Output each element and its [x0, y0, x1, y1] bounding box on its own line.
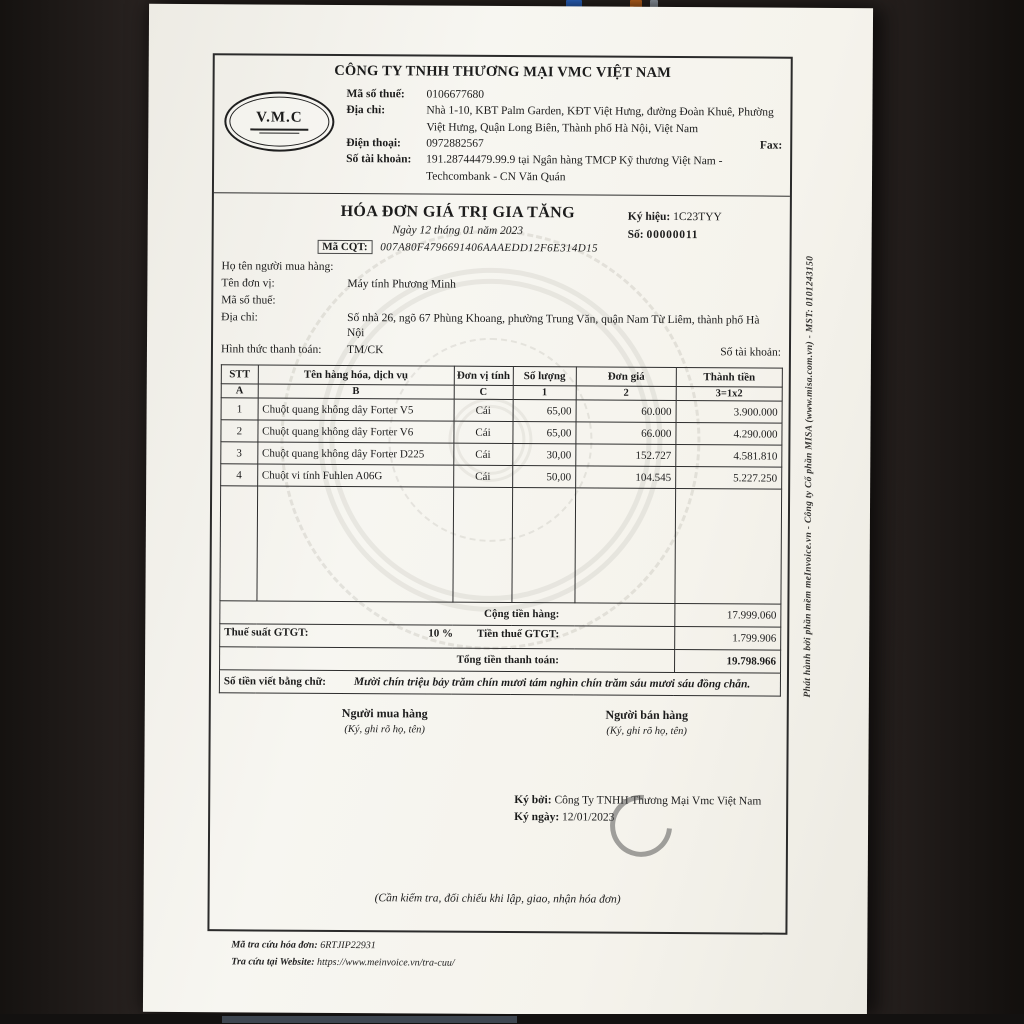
seller-account-row [346, 151, 782, 186]
item-qty: 65,00 [513, 400, 576, 422]
amount-words-label: Số tiền viết bằng chữ: [223, 675, 326, 689]
item-unit: Cái [454, 399, 513, 421]
item-price: 104.545 [576, 466, 676, 489]
item-qty: 30,00 [512, 444, 575, 466]
buyer-signature-title: Người mua hàng [341, 706, 428, 721]
grand-total-value: 19.798.966 [674, 650, 780, 674]
col-code-b: B [258, 384, 454, 399]
col-code-3: 3=1x2 [676, 387, 782, 402]
vmc-logo-icon [224, 91, 334, 152]
item-price: 152.727 [576, 444, 676, 467]
buyer-unit-label: Tên đơn vị: [221, 277, 275, 290]
signature-titles [211, 693, 787, 738]
digital-signature-stamp [514, 792, 766, 827]
item-name: Chuột quang không dây Forter V6 [258, 420, 454, 443]
lookup-code-value: 6RTJIP22931 [320, 939, 376, 952]
invoice-title: HÓA ĐƠN GIÁ TRỊ GIA TĂNG [340, 202, 576, 222]
signed-date-label: Ký ngày: [514, 810, 560, 824]
vmc-logo-text: V.M.C [256, 109, 303, 126]
vat-rate-value: 10 % [428, 627, 454, 640]
vat-labels-cell [220, 624, 675, 650]
seller-address-row [346, 102, 782, 137]
subtotal-value: 17.999.060 [675, 604, 781, 628]
number-value: 00000011 [646, 229, 699, 242]
macqt-row [258, 240, 658, 254]
logo-ribbon-line [250, 128, 308, 130]
seller-signature-block [537, 707, 757, 737]
signed-by-label: Ký bởi: [514, 794, 552, 807]
invoice-date: Ngày 12 tháng 01 năm 2023 [392, 224, 524, 238]
item-stt: 2 [221, 420, 258, 442]
invoice-frame [207, 53, 792, 935]
lookup-site-row [231, 953, 454, 971]
seller-account-value: 191.28744479.99.9 tại Ngân hàng TMCP Kỹ thương Việt Nam - Techcombank - CN Văn Quán [426, 153, 723, 183]
signed-date-value: 12/01/2023 [562, 811, 615, 824]
amount-words-value: Mười chín triệu bảy trăm chín mươi tám nghìn chín trăm sáu mươi sáu đồng chẵn. [353, 676, 751, 691]
macqt-label: Mã CQT: [317, 240, 372, 254]
buyer-tax-label: Mã số thuế: [221, 293, 276, 307]
invoice-title-section [214, 193, 790, 260]
bottom-reflection-bar [222, 1016, 517, 1023]
vat-amount-value: 1.799.906 [675, 627, 781, 651]
payment-value: TM/CK [346, 344, 384, 357]
buyer-name-label: Họ tên người mua hàng: [221, 260, 334, 273]
payment-label: Hình thức thanh toán: [220, 343, 322, 357]
payment-row [221, 343, 781, 362]
item-amount: 5.227.250 [676, 467, 782, 490]
lookup-site-value: https://www.meinvoice.vn/tra-cuu/ [317, 956, 455, 969]
item-unit: Cái [453, 421, 512, 443]
lookup-code-row [231, 936, 454, 954]
col-header-price: Đơn giá [576, 367, 676, 387]
item-name: Chuột quang không dây Forter D225 [257, 442, 453, 465]
item-price: 66.000 [576, 422, 676, 445]
seller-phone-value: 0972882567 [426, 137, 484, 150]
vat-rate-label: Thuế suất GTGT: [224, 626, 309, 639]
buyer-address-row [221, 310, 781, 345]
vat-amount-label: Tiền thuế GTGT: [476, 627, 560, 641]
buyer-address-value: Số nhà 26, ngõ 67 Phùng Khoang, phường Trung Văn, quận Nam Từ Liêm, thành phố Hà Nội [347, 311, 760, 340]
seller-address-value: Nhà 1-10, KBT Palm Garden, KĐT Việt Hưng, đường Đoàn Khuê, Phường Việt Hưng, Quận Long Biên, Thành phố Hà Nội, Việt Nam [426, 104, 774, 135]
amount-words-cell [219, 670, 780, 696]
buyer-unit-value: Máy tính Phương Minh [347, 277, 456, 291]
col-header-amount: Thành tiền [676, 368, 782, 388]
seller-header [214, 55, 791, 197]
col-header-qty: Số lượng [513, 367, 576, 386]
lookup-site-label: Tra cứu tại Website: [231, 956, 315, 968]
seller-signature-note: (Ký, ghi rõ họ, tên) [606, 725, 687, 738]
col-code-1: 1 [513, 386, 576, 400]
serial-label: Ký hiệu: [627, 210, 671, 223]
item-qty: 50,00 [512, 466, 575, 488]
buyer-account-label: Số tài khoản: [720, 346, 782, 359]
buyer-address-label: Địa chỉ: [221, 310, 258, 324]
items-table [219, 364, 783, 696]
item-price: 60.000 [576, 400, 676, 423]
item-amount: 3.900.000 [676, 401, 782, 424]
serial-row [628, 208, 780, 227]
item-qty: 65,00 [513, 422, 576, 444]
vat-row [220, 624, 781, 650]
seller-account-label: Số tài khoản: [346, 153, 412, 166]
item-amount: 4.290.000 [676, 423, 782, 446]
invoice-title-block [258, 202, 658, 254]
item-stt: 3 [221, 442, 258, 464]
seller-info [346, 86, 783, 187]
col-code-a: A [221, 384, 258, 398]
signed-by-value: Công Ty TNHH Thương Mại Vmc Việt Nam [554, 794, 762, 808]
item-unit: Cái [453, 465, 512, 487]
seller-phone-label: Điện thoại: [346, 136, 401, 150]
serial-number-block [628, 208, 780, 246]
check-note: (Cần kiểm tra, đối chiếu khi lập, giao, nhận hóa đơn) [374, 892, 621, 906]
seller-fax-label: Fax: [759, 139, 783, 152]
issuer-side-note: Phát hành bởi phần mềm meInvoice.vn - Công ty Cổ phần MISA (www.misa.com.vn) - MST: 0101243150 [802, 255, 816, 698]
buyer-signature-block [275, 706, 495, 736]
lookup-footer [231, 936, 455, 971]
logo-ribbon-line [259, 132, 299, 134]
seller-tax-label: Mã số thuế: [346, 88, 405, 101]
item-unit: Cái [453, 443, 512, 465]
item-stt: 1 [221, 398, 258, 420]
amount-words-row [219, 670, 780, 696]
grand-total-row [220, 647, 781, 673]
seller-address-label: Địa chỉ: [346, 104, 386, 117]
number-row [628, 226, 780, 245]
subtotal-label: Cộng tiền hàng: [220, 601, 675, 627]
invoice-paper [143, 4, 873, 1016]
macqt-value: 007A80F4796691406AAAEDD12F6E314D15 [380, 241, 599, 255]
col-code-2: 2 [576, 386, 676, 401]
col-code-c: C [454, 385, 513, 399]
empty-filler-row [220, 486, 782, 604]
col-header-name: Tên hàng hóa, dịch vụ [258, 365, 454, 385]
item-amount: 4.581.810 [676, 445, 782, 468]
company-name: CÔNG TY TNHH THƯƠNG MẠI VMC VIỆT NAM [334, 62, 672, 81]
serial-value: 1C23TYY [673, 211, 722, 224]
item-name: Chuột vi tính Fuhlen A06G [257, 464, 453, 487]
item-stt: 4 [221, 464, 258, 486]
buyer-section [213, 256, 790, 366]
lookup-code-label: Mã tra cứu hóa đơn: [231, 939, 318, 951]
subtotal-row [220, 601, 781, 627]
seller-tax-value: 0106677680 [426, 88, 485, 101]
item-name: Chuột quang không dây Forter V5 [258, 398, 454, 421]
grand-total-label: Tổng tiền thanh toán: [220, 647, 675, 673]
col-header-stt: STT [221, 365, 258, 384]
buyer-signature-note: (Ký, ghi rõ họ, tên) [344, 724, 425, 736]
number-label: Số: [627, 229, 644, 242]
col-header-unit: Đơn vị tính [454, 366, 513, 385]
seller-signature-title: Người bán hàng [605, 707, 689, 723]
